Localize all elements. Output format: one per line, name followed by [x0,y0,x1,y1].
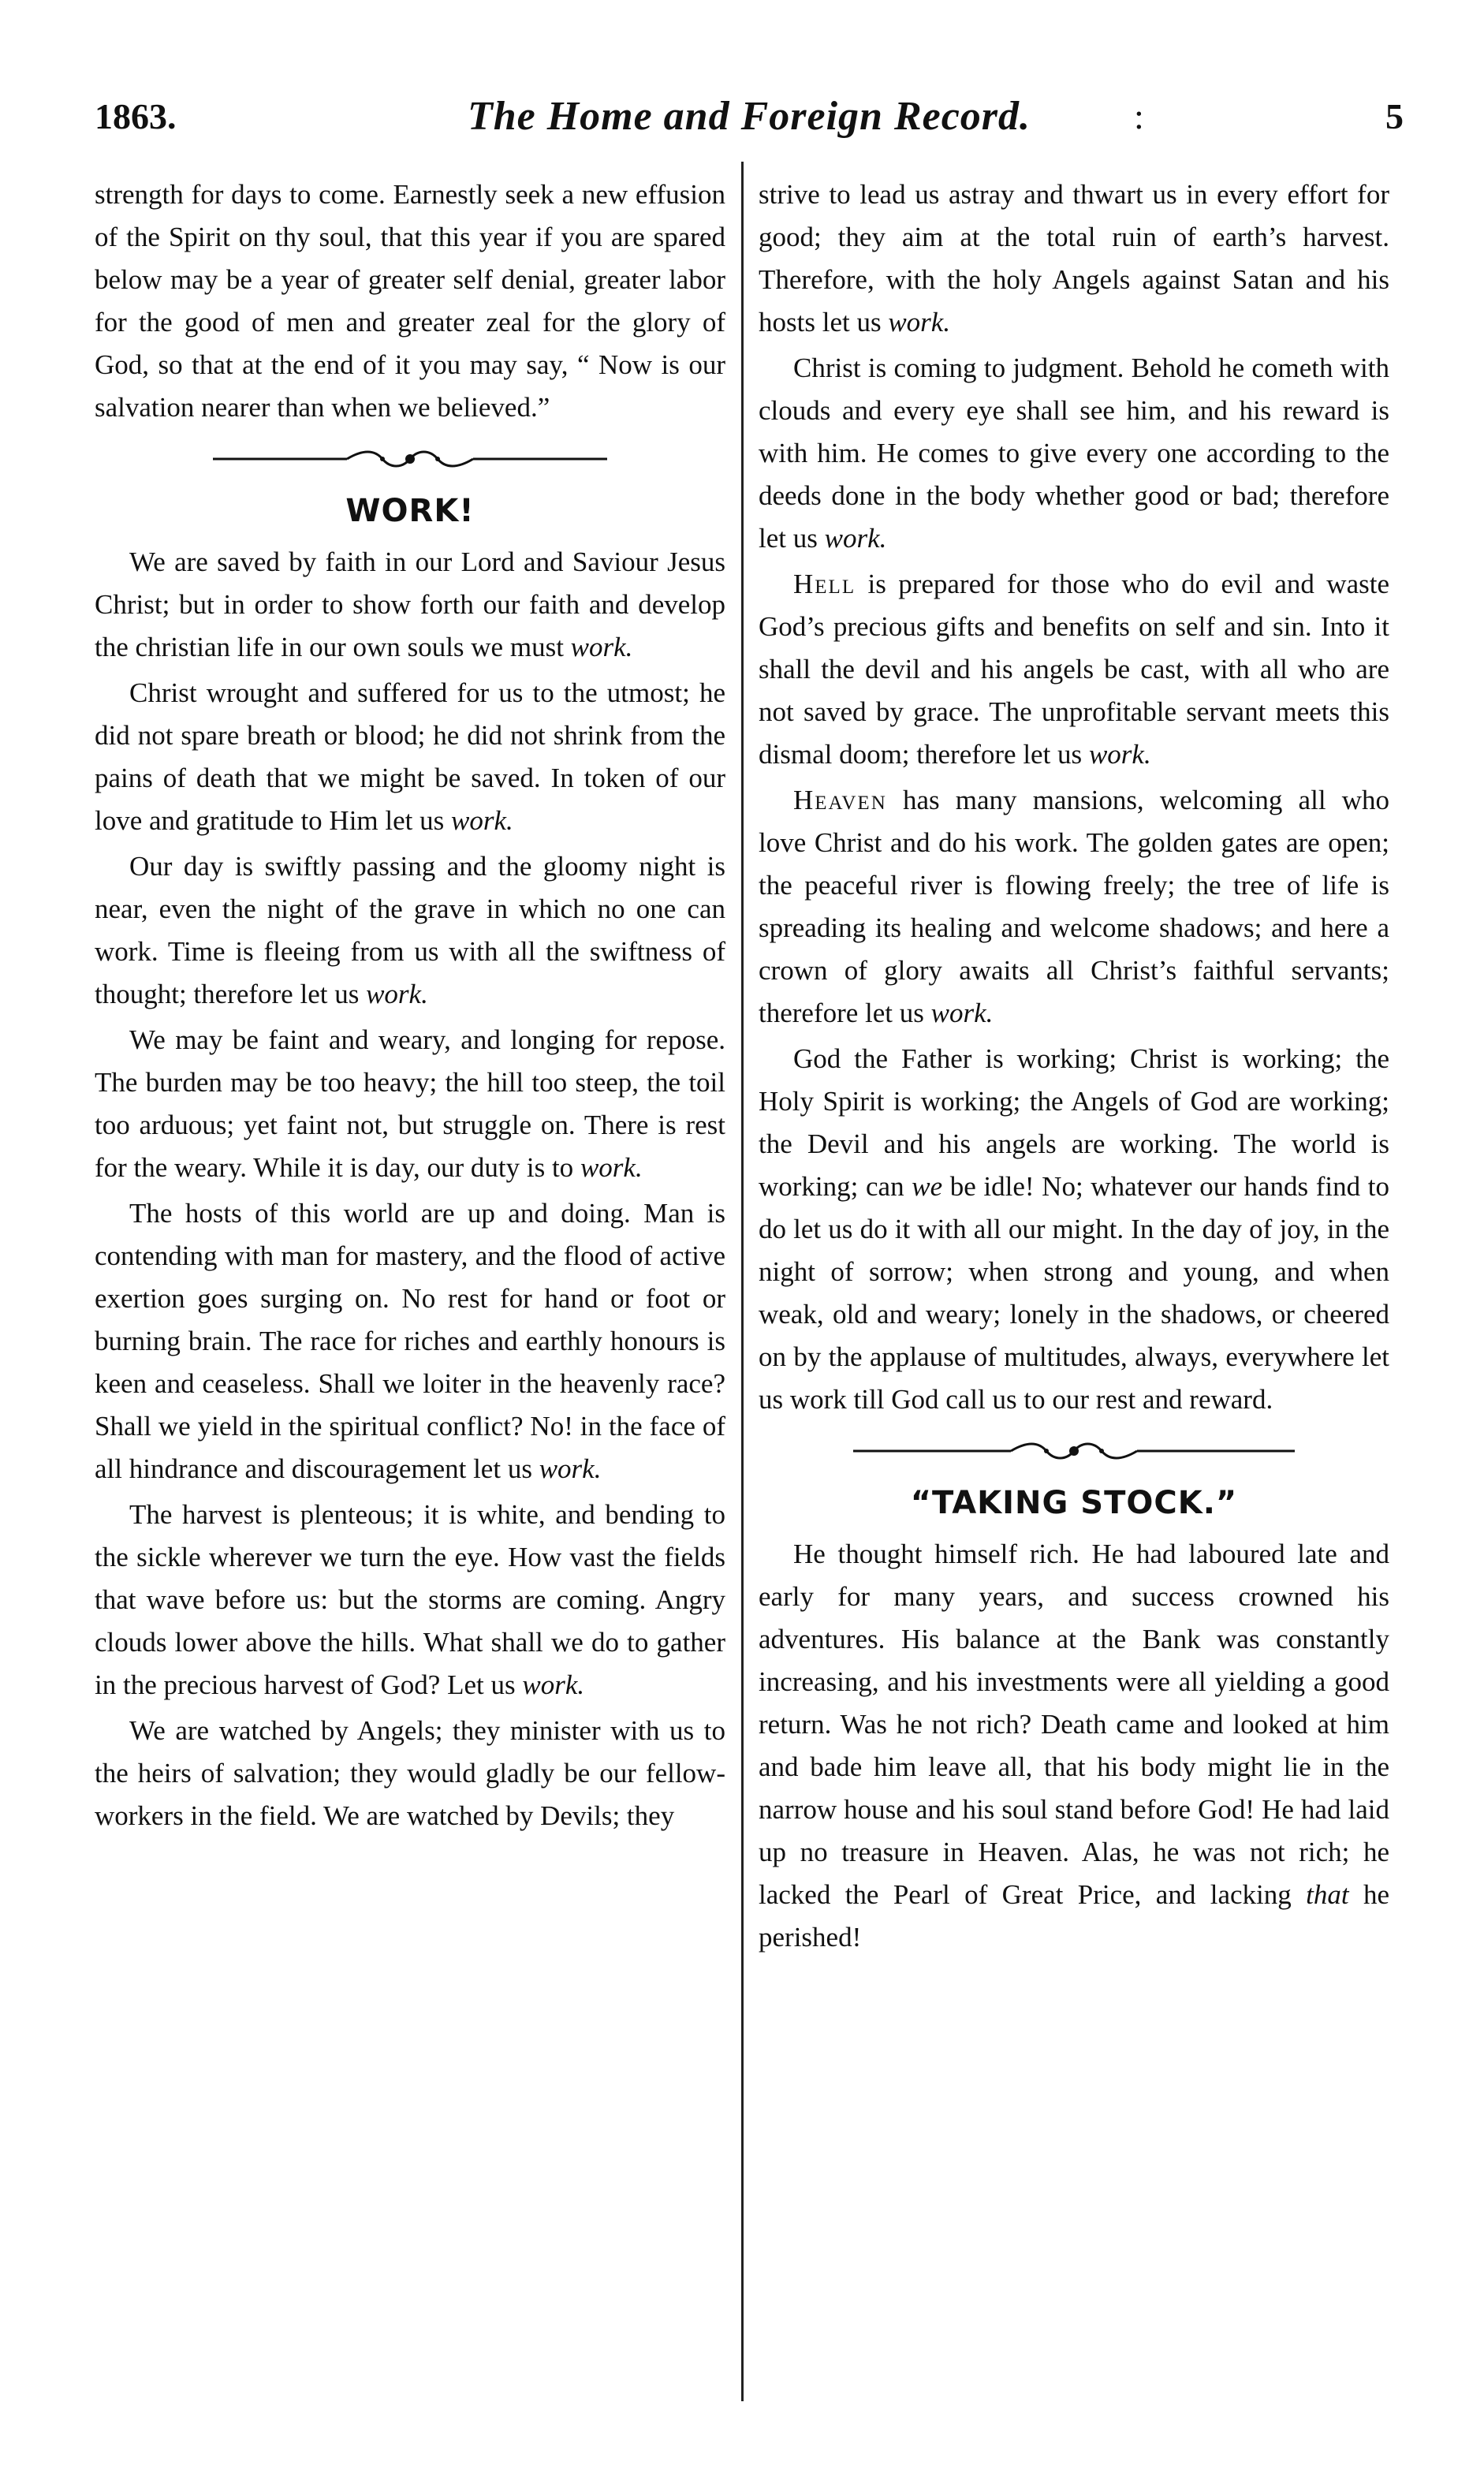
ornament-divider [853,1440,1295,1462]
section-heading-work: WORK! [345,493,475,529]
section-heading-taking-stock: “TAKING STOCK.” [910,1485,1238,1521]
right-column [759,173,1389,1962]
paragraph: Our day is swiftly passing and the gloomy night is near, even the night of the grave in which no one can work. Time is fleeing from us with all the swiftness of thought; therefore let us work. [95,851,725,1009]
left-column [95,173,725,1841]
paragraph: strength for days to come. Earnestly seek a new effusion of the Spirit on thy soul, that this year if you are spared below may be a year of greater self denial, greater labor for the good of men and greater zeal for the glory of God, so that at the end of it you may say, “ Now is our salvation nearer than when we believed.” [95,179,725,423]
paragraph: We may be faint and weary, and longing for repose. The burden may be too heavy; the hill too steep, the toil too arduous; yet faint not, but struggle on. There is rest for the weary. While it is day, our duty is to work. [95,1024,725,1183]
page-number: 5 [1385,96,1404,136]
paragraph: Heaven has many mansions, welcoming all who love Christ and do his work. The golden gates are open; the peaceful river is flowing freely; the tree of life is spreading its healing and welcome shadows; and here a crown of glory awaits all Christ’s faithful servants; therefore let us work. [759,785,1389,1028]
paragraph: God the Father is working; Christ is working; the Holy Spirit is working; the Angels of God are working; the Devil and his angels are working. The world is working; can we be idle! No; whatever our hands find to do let us do it with all our might. In the day of joy, in the night of sorrow; when strong and young, and when weak, old and weary; lonely in the shadows, or cheered on by the applause of multitudes, always, everywhere let us work till God call us to our rest and reward. [759,1043,1389,1415]
paragraph: We are watched by Angels; they minister with us to the heirs of salvation; they would gladly be our fellow-workers in the field. We are watched by Devils; they [95,1715,725,1831]
ornament-divider [213,448,607,470]
header-year: 1863. [95,96,177,136]
header-title: The Home and Foreign Record. [467,94,1031,139]
page-header [95,91,1404,142]
paragraph: The hosts of this world are up and doing. Man is contending with man for mastery, and the flood of active exertion goes surging on. No rest for hand or foot or burning brain. The race for riches and earthly honours is keen and ceaseless. Shall we loiter in the heavenly race? Shall we yield in the spiritual conflict? No! in the face of all hindrance and discouragement let us work. [95,1198,725,1484]
paragraph: Christ wrought and suffered for us to the utmost; he did not spare breath or blood; he did not shrink from the pains of death that we might be saved. In token of our love and gratitude to Him let us work. [95,677,725,836]
column-divider [741,162,744,2401]
paragraph: Christ is coming to judgment. Behold he cometh with clouds and every eye shall see him, and his reward is with him. He comes to give every one according to the deeds done in the body whether good or bad; therefore let us work. [759,352,1389,554]
paragraph: Hell is prepared for those who do evil and waste God’s precious gifts and benefits on self and sin. Into it shall the devil and his angels be cast, with all who are not saved by grace. The unprofitable servant meets this dismal doom; therefore let us work. [759,569,1389,770]
paragraph: strive to lead us astray and thwart us in every effort for good; they aim at the total ruin of earth’s harvest. Therefore, with the holy Angels against Satan and his hosts let us work. [759,179,1389,338]
paragraph: The harvest is plenteous; it is white, and bending to the sickle wherever we turn the eye. How vast the fields that wave before us: but the storms are coming. Angry clouds lower above the hills. What shall we do to gather in the precious harvest of God? Let us work. [95,1499,725,1700]
header-colon: : [1134,96,1144,136]
paragraph: We are saved by faith in our Lord and Saviour Jesus Christ; but in order to show forth our faith and develop the christian life in our own souls we must work. [95,546,725,662]
paragraph: He thought himself rich. He had laboured late and early for many years, and success crowned his adventures. His balance at the Bank was constantly increasing, and his investments were all yielding a good return. Was he not rich? Death came and looked at him and bade him leave all, that his body might lie in the narrow house and his soul stand before God! He had laid up no treasure in Heaven. Alas, he was not rich; he lacked the Pearl of Great Price, and lacking that he perished! [759,1539,1389,1953]
